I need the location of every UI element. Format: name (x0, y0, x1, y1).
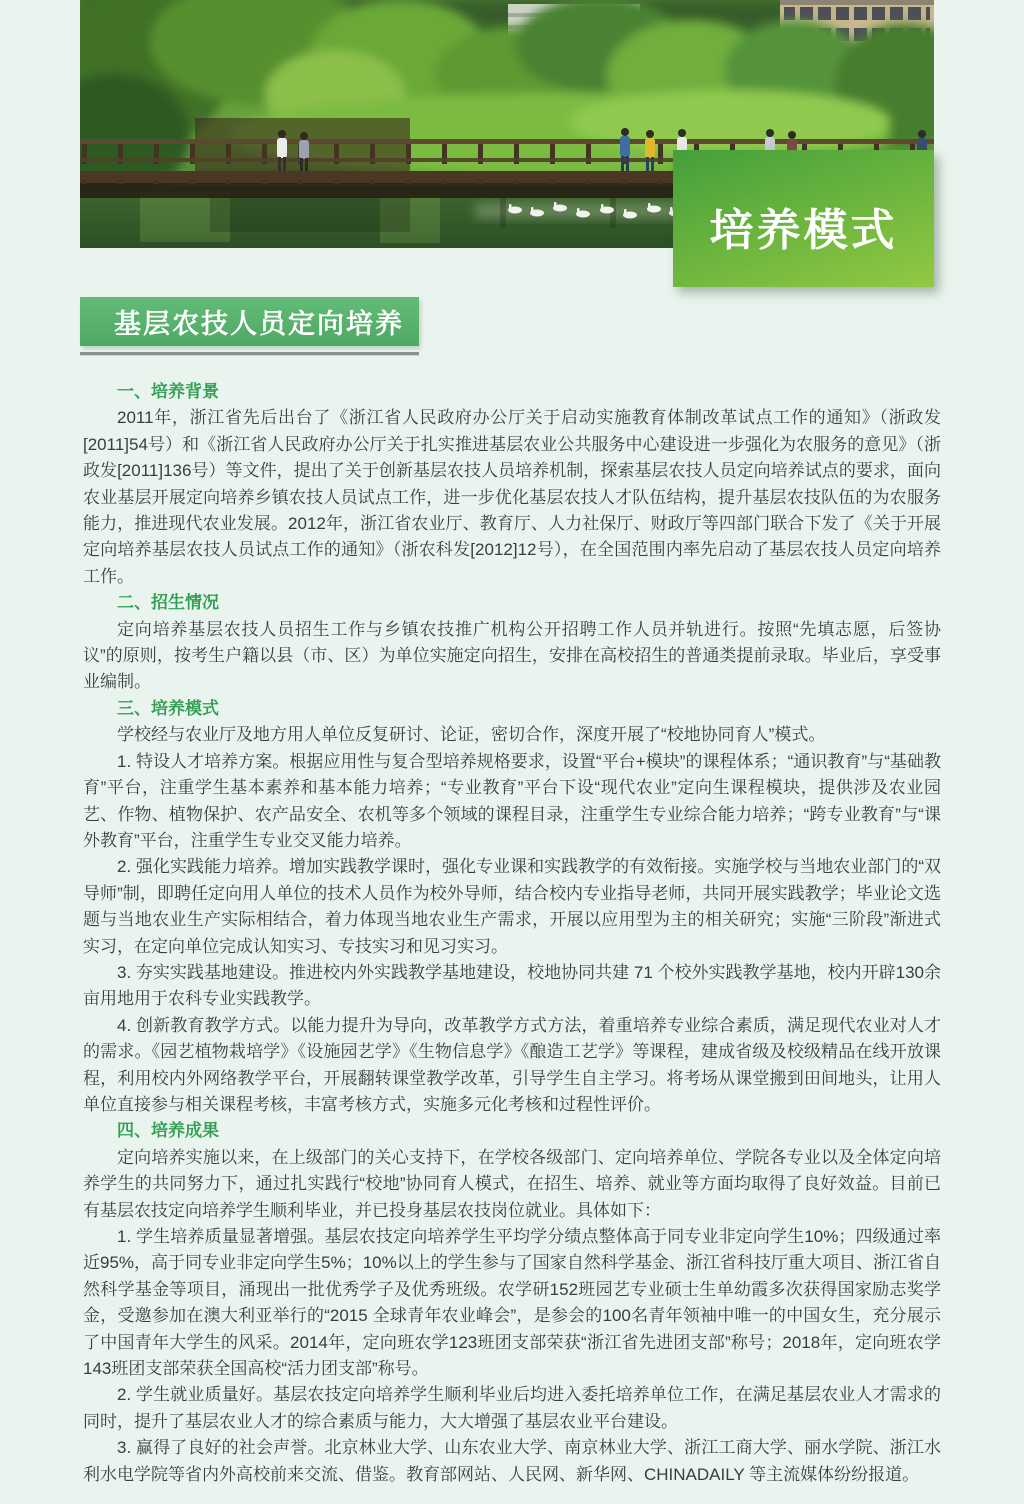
body-paragraph: 1. 学生培养质量显著增强。基层农技定向培养学生平均学分绩点整体高于同专业非定向学生10%；四级通过率近95%，高于同专业非定向学生5%；10%以上的学生参与了国家自然科学基金、浙江省科技厅重大项目、浙江省自然科学基金等项目，涌现出一批优秀学子及优秀班级。农学研152班园艺专业硕士生单幼霞多次获得国家励志奖学金，受邀参加在澳大利亚举行的“2015 全球青年农业峰会”，是参会的100名青年领袖中唯一的中国女生，充分展示了中国青年大学生的风采。2014年，定向班农学123班团支部荣获“浙江省先进团支部”称号；2018年，定向班农学143班团支部荣获全国高校“活力团支部”称号。 (83, 1227, 941, 1379)
body-paragraph: 4. 创新教育教学方式。以能力提升为导向，改革教学方式方法，着重培养专业综合素质，满足现代农业对人才的需求。《园艺植物栽培学》《设施园艺学》《生物信息学》《酿造工艺学》等课程，建成省级及校级精品在线开放课程，利用校内外网络教学平台，开展翻转课堂教学改革，引导学生自主学习。将考场从课堂搬到田间地头，让用人单位直接参与相关课程考核，丰富考核方式，实施多元化考核和过程性评价。 (83, 1015, 941, 1114)
body-paragraph: 定向培养实施以来，在上级部门的关心支持下，在学校各级部门、定向培养单位、学院各专业以及全体定向培养学生的共同努力下，通过扎实践行“校地”协同育人模式，在招生、培养、就业等方面均取得了良好效益。目前已有基层农技定向培养学生顺利毕业，并已投身基层农技岗位就业。具体如下： (83, 1147, 941, 1220)
section-heading-2: 二、招生情况 (117, 593, 219, 613)
body-paragraph: 定向培养基层农技人员招生工作与乡镇农技推广机构公开招聘工作人员并轨进行。按照“先填志愿，后签协议”的原则，按考生户籍以县（市、区）为单位实施定向招生，安排在高校招生的普通类提前录取。毕业后，享受事业编制。 (83, 619, 941, 692)
body-paragraph: 2. 学生就业质量好。基层农技定向培养学生顺利毕业后均进入委托培养单位工作，在满足基层农业人才需求的同时，提升了基层农业人才的综合素质与能力，大大增强了基层农业平台建设。 (83, 1385, 941, 1431)
body-paragraph: 学校经与农业厅及地方用人单位反复研讨、论证，密切合作，深度开展了“校地协同育人”模式。 (117, 725, 826, 745)
chapter-title-badge (673, 150, 934, 287)
article-body (83, 379, 941, 1488)
section-heading-4: 四、培养成果 (117, 1121, 219, 1141)
section-banner (80, 297, 419, 346)
body-paragraph: 1. 特设人才培养方案。根据应用性与复合型培养规格要求，设置“平台+模块”的课程体系；“通识教育”与“基础教育”平台，注重学生基本素养和基本能力培养；“专业教育”平台下设“现代农业”定向生课程模块，提供涉及农业园艺、作物、植物保护、农产品安全、农机等多个领域的课程目录，注重学生专业综合能力培养；“跨专业教育”与“课外教育”平台，注重学生专业交叉能力培养。 (83, 751, 941, 850)
section-heading-3: 三、培养模式 (117, 698, 219, 718)
banner-underline (80, 352, 419, 356)
section-banner-label: 基层农技人员定向培养 (114, 309, 404, 339)
body-paragraph: 2. 强化实践能力培养。增加实践教学课时，强化专业课和实践教学的有效衔接。实施学校与当地农业部门的“双导师”制，即聘任定向用人单位的技术人员作为校外导师，结合校内专业指导老师，共同开展实践教学；毕业论文选题与当地农业生产实际相结合，着力体现当地农业生产需求，开展以应用型为主的相关研究；实施“三阶段”渐进式实习，在定向单位完成认知实习、专技实习和见习实习。 (83, 857, 941, 956)
body-paragraph: 2011年，浙江省先后出台了《浙江省人民政府办公厅关于启动实施教育体制改革试点工作的通知》（浙政发[2011]54号）和《浙江省人民政府办公厅关于扎实推进基层农业公共服务中心建设进一步强化为农服务的意见》（浙政发[2011]136号）等文件，提出了关于创新基层农技人员培养机制，探索基层农技人员定向培养试点的要求，面向农业基层开展定向培养乡镇农技人员试点工作，进一步优化基层农技人才队伍结构，提升基层农技队伍的为农服务能力，推进现代农业发展。2012年，浙江省农业厅、教育厅、人力社保厅、财政厅等四部门联合下发了《关于开展定向培养基层农技人员试点工作的通知》（浙农科发[2012]12号），在全国范围内率先启动了基层农技人员定向培养工作。 (83, 408, 941, 586)
body-paragraph: 3. 夯实实践基地建设。推进校内外实践教学基地建设，校地协同共建 71 个校外实践教学基地，校内开辟130余亩用地用于农科专业实践教学。 (83, 962, 941, 1009)
section-heading-1: 一、培养背景 (117, 382, 219, 401)
chapter-title: 培养模式 (709, 205, 898, 255)
body-paragraph: 3. 赢得了良好的社会声誉。北京林业大学、山东农业大学、南京林业大学、浙江工商大学、丽水学院、浙江水利水电学院等省内外高校前来交流、借鉴。教育部网站、人民网、新华网、CHINADAILY 等主流媒体纷纷报道。 (83, 1438, 941, 1484)
